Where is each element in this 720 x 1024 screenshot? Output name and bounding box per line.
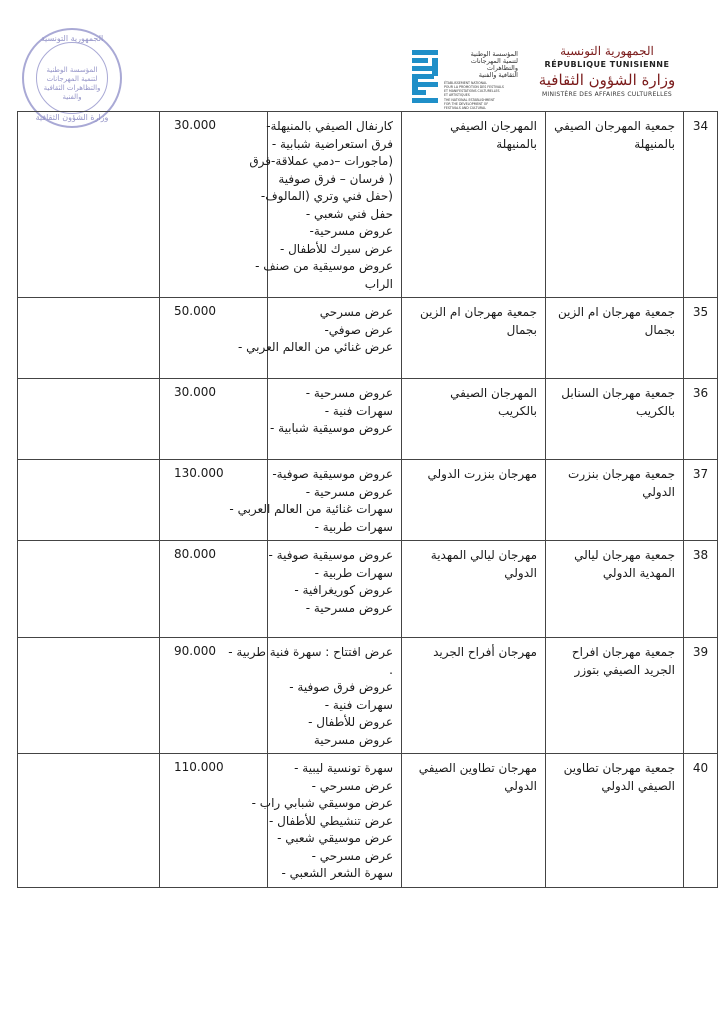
empty-cell (18, 460, 160, 541)
activities-cell (268, 541, 402, 638)
festivals-logo-ar-line-2: لتنمية المهرجانات (470, 57, 518, 65)
activity-line: عروض للأطفال - (308, 715, 393, 729)
amount-cell: 110.000 (160, 754, 268, 888)
festival-name-cell: جمعية مهرجان ام الزين بجمال (402, 298, 546, 379)
festival-name-cell: المهرجان الصيفي بالمنيهلة (402, 112, 546, 298)
association-name-cell: جمعية مهرجان افراح الجريد الصيفي بتوزر (546, 638, 684, 754)
activity-line: عرض مسرحي (319, 305, 393, 319)
amount-cell: 130.000 (160, 460, 268, 541)
table-row (18, 754, 718, 888)
association-name-cell: جمعية مهرجان بنزرت الدولي (546, 460, 684, 541)
activity-line: سهرات فنية - (324, 403, 393, 418)
activity-line: (حفل فني وتري (المالوف- (260, 189, 393, 203)
festivals-logo-fr-line-1: ÉTABLISSEMENT NATIONAL (444, 81, 488, 85)
activity-line: عروض مسرحية (313, 732, 393, 747)
table-row (18, 460, 718, 541)
activity-line: عروض فرق صوفية - (289, 680, 393, 694)
row-number-cell: 37 (684, 460, 718, 541)
activity-line: (ماجورات –دمي عملاقة-فرق (249, 154, 393, 168)
table-row (18, 541, 718, 638)
amount-cell: 80.000 (160, 541, 268, 638)
activity-line: عرض صوفي- (324, 322, 393, 337)
empty-cell (18, 112, 160, 298)
row-number-cell: 35 (684, 298, 718, 379)
republic-name-fr: RÉPUBLIQUE TUNISIENNE (544, 60, 670, 69)
activity-line: عروض موسيقية صوفية - (268, 548, 393, 562)
empty-cell (18, 379, 160, 460)
amount-cell: 50.000 (160, 298, 268, 379)
festivals-logo-ar-line-4: الثقافية والفنية (478, 71, 518, 79)
empty-cell (18, 298, 160, 379)
activities-cell (268, 379, 402, 460)
activity-line: عروض موسيقية شبابية - (269, 421, 393, 435)
activity-line: عروض مسرحية - (305, 484, 393, 499)
festival-name-cell: مهرجان تطاوين الصيفي الدولي (402, 754, 546, 888)
festival-name-cell: مهرجان أفراح الجريد (402, 638, 546, 754)
activity-line: سهرة تونسية ليبية - (294, 761, 393, 775)
stamp-ring-top-text: الجمهورية التونسية (40, 34, 104, 43)
festivals-logo-ar-line-1: المؤسسة الوطنية (470, 50, 518, 58)
activity-line: عرض موسيقي شبابي راب - (251, 796, 393, 810)
activity-line: عرض مسرحي - (311, 848, 393, 863)
activities-cell (238, 298, 402, 379)
activity-line: الراب (364, 276, 393, 291)
festivals-logo-fr-line-3: ET MANIFESTATIONS CULTURELLES (444, 89, 500, 93)
activity-line: سهرات طربية - (314, 565, 393, 580)
amount-cell: 30.000 (160, 112, 268, 298)
activity-line: عرض غنائي من العالم العربي - (238, 340, 393, 354)
activities-cell (228, 638, 402, 754)
row-number-cell: 36 (684, 379, 718, 460)
amount-cell: 90.000 (160, 638, 268, 754)
activity-line: حفل فني شعبي - (305, 206, 393, 221)
activity-line: فرق استعراضية شبابية - (271, 136, 393, 151)
activity-line: كارنفال الصيفي بالمنيهلة- (266, 119, 393, 133)
stamp-ring-bottom-text: وزارة الشؤون الثقافية (35, 113, 109, 122)
festivals-table (17, 111, 709, 888)
activity-line: عرض مسرحي - (311, 778, 393, 793)
empty-cell (18, 754, 160, 888)
table-body (18, 112, 718, 888)
activity-line: عروض مسرحية - (305, 386, 393, 400)
table-row (18, 298, 718, 379)
festival-name-cell: مهرجان ليالي المهدية الدولي (402, 541, 546, 638)
ministry-name-ar: وزارة الشؤون الثقافية (538, 71, 676, 89)
association-name-cell: جمعية مهرجان تطاوين الصيفي الدولي (546, 754, 684, 888)
festivals-establishment-logo (410, 48, 522, 110)
empty-cell (18, 541, 160, 638)
activity-line: ( فرسان – فرق صوفية (278, 171, 393, 186)
activity-line: عرض تنشيطي للأطفال - (268, 813, 393, 828)
association-name-cell: جمعية مهرجان ليالي المهدية الدولي (546, 541, 684, 638)
activities-cell (249, 112, 402, 298)
republic-name-ar: الجمهورية التونسية (560, 44, 654, 58)
activity-line: عرض افتتاح : سهرة فنية طربية - (228, 645, 393, 659)
activities-cell (229, 460, 402, 541)
activities-cell (251, 754, 402, 888)
festival-name-cell: المهرجان الصيفي بالكريب (402, 379, 546, 460)
activity-line: عروض موسيقية صوفية- (272, 467, 393, 481)
association-name-cell: جمعية المهرجان الصيفي بالمنيهلة (546, 112, 684, 298)
activity-line: سهرات طربية - (314, 519, 393, 534)
activity-line: عروض موسيقية من صنف - (255, 259, 393, 273)
ministry-name-fr: MINISTÈRE DES AFFAIRES CULTURELLES (541, 91, 673, 98)
row-number-cell: 38 (684, 541, 718, 638)
festivals-logo-fr-line-2: POUR LA PROMOTION DES FESTIVALS (444, 85, 504, 89)
table-row (18, 638, 718, 754)
amount-cell: 30.000 (160, 379, 268, 460)
activity-line: سهرة الشعر الشعبي - (281, 866, 393, 880)
table-row (18, 379, 718, 460)
festivals-logo-en-line-3: FESTIVALS AND CULTURAL (444, 106, 486, 110)
activity-line: عروض مسرحية - (305, 600, 393, 615)
row-number-cell: 39 (684, 638, 718, 754)
empty-cell (18, 638, 160, 754)
activity-line: سهرات فنية - (324, 697, 393, 712)
association-name-cell: جمعية مهرجان ام الزين بجمال (546, 298, 684, 379)
festival-name-cell: مهرجان بنزرت الدولي (402, 460, 546, 541)
activity-line: عروض كوريغرافية - (294, 583, 393, 597)
stamp-center-text: المؤسسة الوطنية لتنمية المهرجانات والتظاهرات الثقافية والفنية (43, 66, 101, 101)
activity-line: . (389, 662, 393, 677)
row-number-cell: 34 (684, 112, 718, 298)
activity-line: عرض موسيقي شعبي - (277, 831, 393, 845)
table-row (18, 112, 718, 298)
row-number-cell: 40 (684, 754, 718, 888)
activity-line: عرض سيرك للأطفال - (279, 241, 393, 256)
festivals-logo-en-line-2: FOR THE DEVELOPMENT OF (444, 102, 489, 106)
ministry-logo (532, 44, 682, 114)
association-name-cell: جمعية مهرجان السنابل بالكريب (546, 379, 684, 460)
activity-line: عروض مسرحية- (309, 224, 393, 238)
festivals-logo-ar-line-3: والتظاهرات (486, 64, 518, 72)
festivals-logo-en-line-1: THE NATIONAL ESTABLISHMENT (444, 98, 495, 102)
festivals-logo-fr-line-4: ET ARTISTIQUES (444, 93, 470, 97)
activity-line: سهرات غنائية من العالم العربي - (229, 502, 393, 516)
